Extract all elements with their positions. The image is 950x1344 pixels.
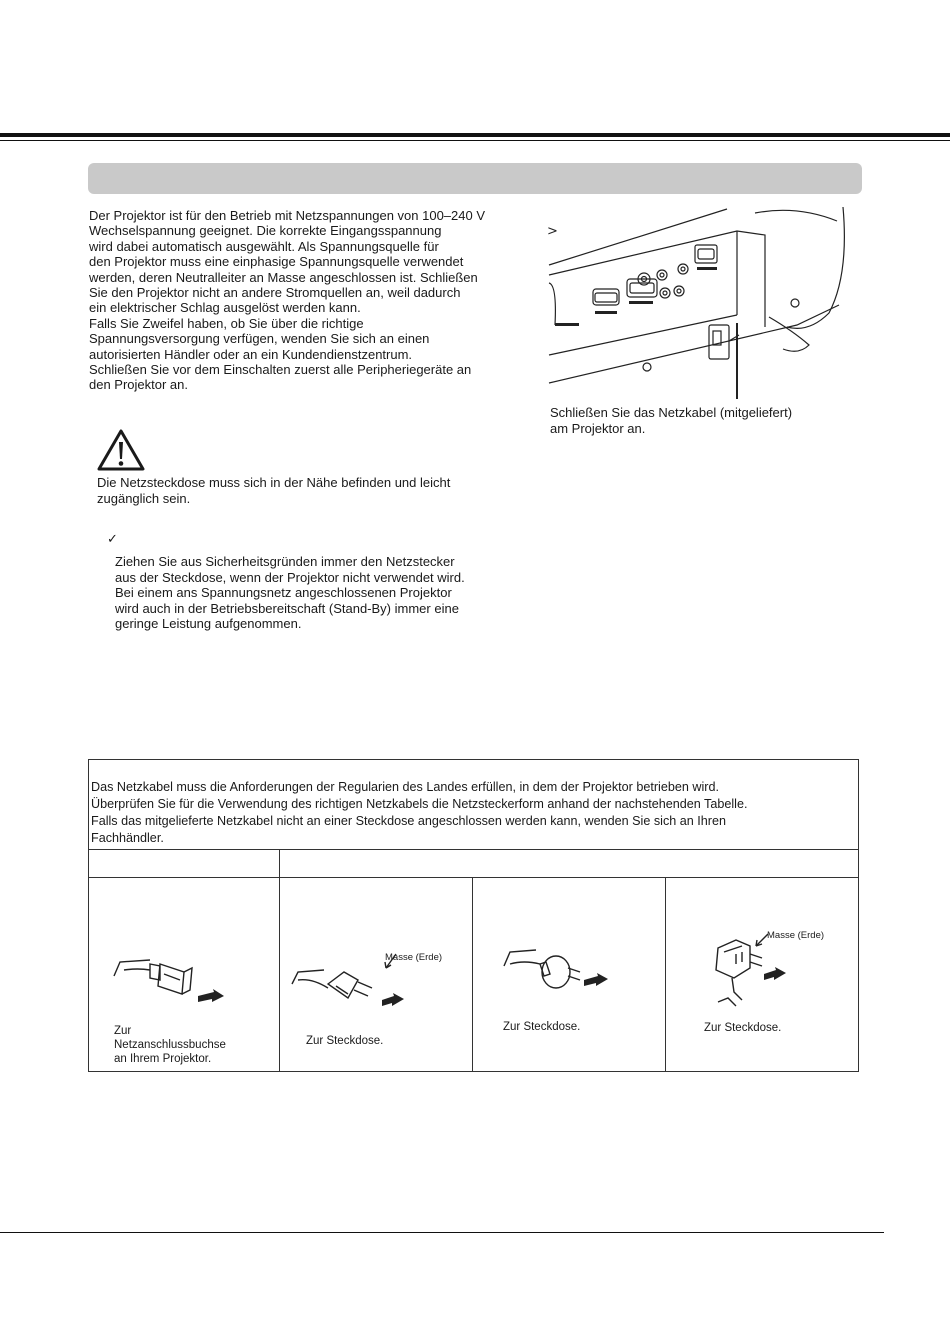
table-row-divider	[88, 849, 859, 850]
power-cord-intro: Das Netzkabel muss die Anforderungen der Regularien des Landes erfüllen, in dem der Projektor betrieben wird. Überprüfen Sie für die Verwendung des richtigen Netzkabels die Netzsteckerform anhand der nachstehenden Tabelle. Falls das mitgelieferte Netzkabel nicht an einer Steckdose angeschlossen werden kann, wenden Sie sich an Ihren Fachhändler.	[91, 780, 748, 845]
intro-paragraph: Der Projektor ist für den Betrieb mit Netzspannungen von 100–240 V Wechselspannung geeignet. Die korrekte Eingangsspannung wird dabei automatisch ausgewählt. Als Spannungsquelle für den Projektor muss eine einphasige Spannungsquelle verwendet werden, deren Neutralleiter an Masse angeschlossen ist. Schließen Sie den Projektor nicht an andere Stromquellen an, weil dadurch ein elektrischer Schlag ausgelöst werden kann. Falls Sie Zweifel haben, ob Sie über die richtige Spannungsversorgung verfügen, wenden Sie sich an einen autorisierten Händler oder an ein Kundendienstzentrum. Schließen Sie vor dem Einschalten zuerst alle Peripheriegeräte an den Projektor an.	[89, 208, 486, 393]
warning-triangle-icon	[97, 428, 145, 472]
caution-text: Die Netzsteckdose muss sich in der Nähe befinden und leicht zugänglich sein.	[97, 475, 451, 506]
cell-1-caption: Zur Netzanschlussbuchse an Ihrem Projektor.	[114, 1025, 226, 1065]
note-text: Ziehen Sie aus Sicherheitsgründen immer den Netzstecker aus der Steckdose, wenn der Projektor nicht verwendet wird. Bei einem ans Spannungsnetz angeschlossenen Projektor wird auch in der Betriebsbereitschaft (Stand-By) immer eine geringe Leistung aufgenommen.	[115, 554, 465, 632]
table-column-divider	[279, 849, 280, 1072]
cell-4-ground-label: Masse (Erde)	[767, 930, 825, 941]
projector-arrow-glyph: >	[547, 224, 558, 239]
header-rule-thick	[0, 133, 950, 137]
cell-2-ground-label: Masse (Erde)	[385, 952, 443, 963]
note-check-icon: ✓	[107, 532, 118, 547]
projector-rear-illustration	[547, 205, 867, 405]
footer-rule	[0, 1232, 884, 1233]
cell-2-caption: Zur Steckdose.	[306, 1035, 384, 1047]
table-column-divider	[472, 877, 473, 1072]
table-row-divider	[88, 877, 859, 878]
header-rule-thin	[0, 140, 950, 141]
table-column-divider	[665, 877, 666, 1072]
iec-connector-icon	[110, 940, 235, 1010]
section-heading-bar	[88, 163, 862, 194]
round-plug-icon	[500, 944, 620, 1004]
cell-3-caption: Zur Steckdose.	[503, 1021, 581, 1033]
cell-4-caption: Zur Steckdose.	[704, 1022, 782, 1034]
projector-caption: Schließen Sie das Netzkabel (mitgeliefert) am Projektor an.	[550, 405, 793, 436]
